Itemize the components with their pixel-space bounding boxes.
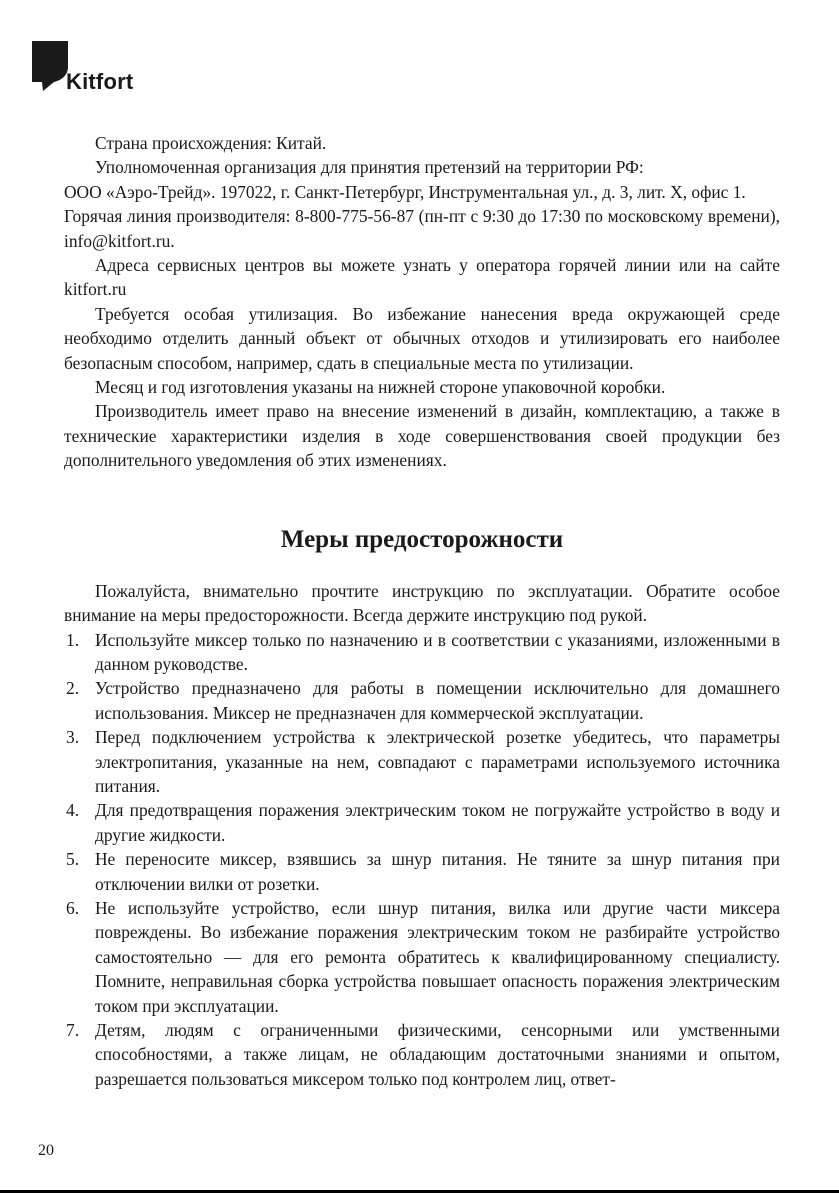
list-item <box>64 896 780 1018</box>
list-item-text: Для предотвращения поражения электрическим током не погружайте устройство в воду и другие жидкости. <box>95 800 780 845</box>
authorized-org-heading: Уполномоченная организация для принятия претензий на территории РФ: <box>95 157 644 178</box>
list-item-number: 2. <box>66 678 80 699</box>
list-item-number: 5. <box>66 849 80 870</box>
page-number: 20 <box>38 1142 54 1159</box>
list-item-number: 7. <box>66 1020 80 1040</box>
list-item <box>64 725 780 798</box>
disposal-info: Требуется особая утилизация. Во избежание нанесения вреда окружающей среде необходимо отделить данный объект от обычных отходов и утилизировать его наиболее безопасным способом, например, сдать в специальные места по утилизации. <box>64 303 780 373</box>
list-item <box>64 847 780 896</box>
list-item-number: 4. <box>66 800 80 821</box>
list-item <box>64 798 780 847</box>
manufacture-date-info: Месяц и год изготовления указаны на нижней стороне упаковочной коробки. <box>95 377 666 398</box>
service-centers-info: Адреса сервисных центров вы можете узнать у оператора горячей линии или на сайте kitfort.ru <box>64 255 780 300</box>
country-of-origin: Страна происхождения: Китай. <box>95 133 327 153</box>
safety-intro: Пожалуйста, внимательно прочтите инструкцию по эксплуатации. Обратите особое внимание на меры предосторожности. Всегда держите инструкцию под рукой. <box>64 580 780 626</box>
safety-list <box>64 628 780 1092</box>
list-item-text: Перед подключением устройства к электрической розетке убедитесь, что параметры электропитания, указанные на нем, совпадают с параметрами используемого источника питания. <box>95 727 780 796</box>
page-content <box>64 131 780 1091</box>
authorized-org-address: ООО «Аэро-Трейд». 197022, г. Санкт-Петербург, Инструментальная ул., д. 3, лит. Х, офис 1. <box>64 181 746 202</box>
brand-name: Kitfort <box>66 69 134 94</box>
list-item-number: 6. <box>66 897 80 918</box>
list-item <box>64 628 780 677</box>
hotline-info: Горячая линия производителя: 8-800-775-56-87 (пн-пт с 9:30 до 17:30 по московскому времени), info@kitfort.ru. <box>64 206 780 251</box>
list-item-text: Используйте миксер только по назначению и в соответствии с указаниями, изложенными в данном руководстве. <box>95 629 780 674</box>
list-item <box>64 1018 780 1091</box>
list-item-text: Устройство предназначено для работы в помещении исключительно для домашнего использования. Миксер не предназначен для коммерческой эксплуатации. <box>95 678 780 723</box>
list-item-text: Не используйте устройство, если шнур питания, вилка или другие части миксера повреждены. Во избежание поражения электрическим током не разбирайте устройство самостоятельно — для его ремонта обратитесь к квалифицированному специалисту. Помните, неправильная сборка устройства повышает опасность поражения электрическим током при эксплуатации. <box>95 897 780 1016</box>
list-item-number: 3. <box>66 727 80 748</box>
section-title: Меры предосторожности <box>280 525 564 553</box>
list-item-number: 1. <box>66 629 80 650</box>
list-item-text: Не переносите миксер, взявшись за шнур питания. Не тяните за шнур питания при отключении вилки от розетки. <box>95 849 780 894</box>
list-item <box>64 676 780 725</box>
manufacturer-rights-info: Производитель имеет право на внесение изменений в дизайн, комплектацию, а также в технические характеристики изделия в ходе совершенствования своей продукции без дополнительного уведомления об этих изменениях. <box>64 401 780 471</box>
list-item-text: Детям, людям с ограниченными физическими, сенсорными или умственными способностями, а также лицам, не обладающим достаточными знаниями и опытом, разрешается пользоваться миксером только под контролем лиц, ответ- <box>95 1020 780 1089</box>
kitfort-logo <box>31 40 171 100</box>
kitfort-logo-icon <box>31 40 71 92</box>
